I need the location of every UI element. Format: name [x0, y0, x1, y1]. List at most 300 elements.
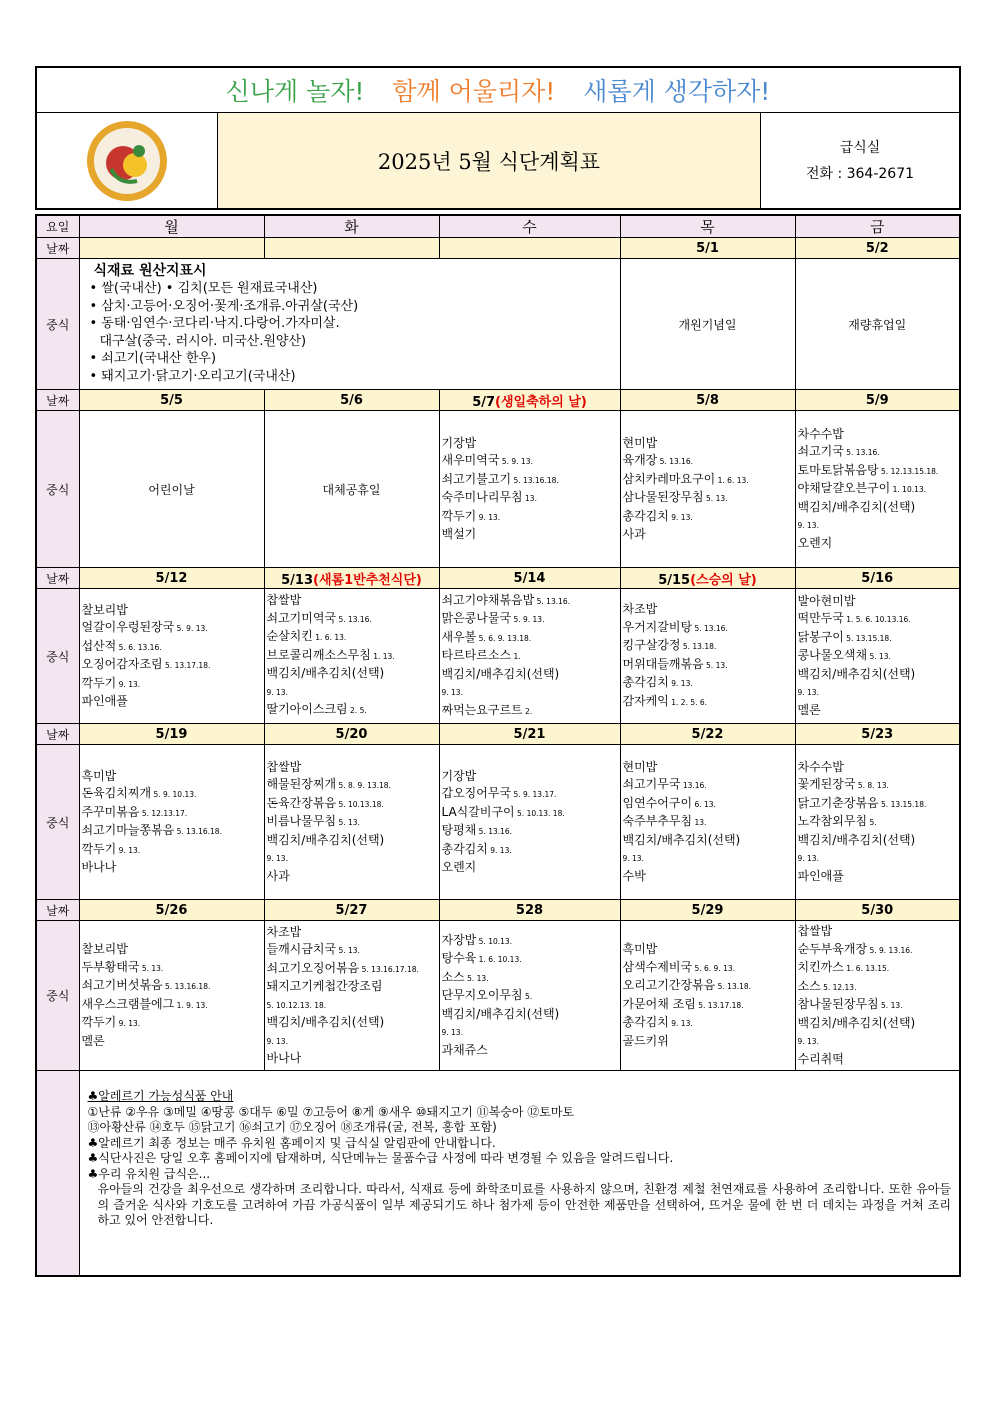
menu-item	[82, 941, 262, 959]
menu-item-name: 오렌지	[441, 860, 477, 874]
week2-mon-holiday: 어린이날	[79, 411, 264, 568]
allergy-codes: 5. 13.	[878, 1001, 903, 1010]
origin-line: 대구살(중국. 러시아. 미국산.원양산)	[99, 333, 307, 349]
allergy-codes: 9. 13.	[266, 687, 288, 697]
week4-wed-menu	[439, 745, 620, 900]
allergy-codes: 5. 6. 9. 13.	[692, 963, 735, 973]
week4-date-tue	[264, 724, 439, 745]
menu-item-name: 백김치/배추김치(선택)	[266, 832, 385, 847]
menu-item-name: 백김치/배추김치(선택)	[266, 666, 385, 681]
week1-date-fri: 5/2	[795, 238, 960, 259]
allergy-codes: 5. 13.16.	[692, 623, 728, 633]
menu-item	[798, 941, 958, 960]
allergy-codes: 5. 9. 10.13.	[151, 790, 197, 799]
allergy-codes: 9. 13.	[266, 854, 288, 864]
menu-item	[623, 452, 793, 471]
week4-date-thu	[620, 724, 795, 745]
menu-item-name: 탕수육	[441, 951, 477, 966]
menu-item-name: 과채쥬스	[441, 1042, 488, 1057]
menu-item-name: 쇠고기오징어볶음	[266, 960, 360, 975]
menu-item-name: LA식갈비구이	[441, 804, 515, 819]
week1-date-wed	[439, 238, 620, 259]
menu-item-name: 골드키위	[622, 1033, 669, 1048]
date-label: 날짜	[36, 390, 79, 411]
allergy-codes: 5.	[522, 992, 533, 1002]
menu-item-name: 오징어감자조림	[81, 657, 163, 671]
allergy-codes: 5. 13.	[336, 946, 360, 955]
date-value: 5/23	[861, 726, 894, 742]
allergy-codes: 1. 9. 13.	[174, 1000, 208, 1010]
week4-thu-menu	[620, 745, 795, 900]
menu-item	[798, 923, 958, 941]
allergy-codes: 5. 13.18.	[680, 642, 717, 651]
menu-item	[82, 996, 262, 1015]
date-label: 날짜	[36, 238, 79, 259]
menu-item	[267, 683, 437, 702]
menu-item	[442, 1042, 618, 1060]
allergy-codes: 5. 13.	[139, 963, 164, 973]
menu-item	[442, 435, 618, 453]
week3-fri-menu	[795, 589, 960, 724]
menu-item	[623, 601, 793, 619]
menu-item-name: 두부황태국	[81, 959, 140, 974]
menu-item	[82, 638, 262, 657]
menu-item-name: 섭산적	[81, 638, 117, 653]
menu-item	[798, 813, 958, 832]
menu-item-name: 쇠고기야채볶음밥	[441, 592, 535, 607]
menu-item-name: 흑미밥	[622, 942, 658, 956]
date-value: 5/9	[865, 392, 889, 408]
menu-item	[82, 1014, 262, 1033]
allergy-list-1: ①난류 ②우유 ③메밀 ④땅콩 ⑤대두 ⑥밀 ⑦고등어 ⑧게 ⑨새우 ⑩돼지고기 ⑪복숭아 ⑫토마토	[87, 1104, 575, 1119]
menu-item-name: 우거지갈비탕	[622, 619, 693, 634]
allergy-codes: 9. 13.	[622, 854, 644, 864]
menu-item	[442, 768, 618, 786]
menu-item	[798, 978, 958, 997]
menu-item	[82, 693, 262, 711]
menu-item-name: 깍두기	[81, 675, 117, 690]
menu-item	[798, 868, 958, 886]
logo-cell	[37, 113, 218, 208]
week2-wed-menu	[439, 411, 620, 568]
menu-item	[798, 832, 958, 850]
menu-item-name: 새우미역국	[441, 453, 500, 467]
menu-item	[623, 508, 793, 527]
allergy-codes: 5. 12.13.17.	[139, 808, 188, 818]
allergy-codes: 13.	[522, 494, 537, 503]
slogan-2: 함께 어울리자!	[392, 77, 556, 106]
allergy-codes: 5. 13.17.18.	[695, 1000, 744, 1010]
menu-item-name: 타르타르소스	[441, 648, 512, 663]
week5-tue-menu	[264, 921, 439, 1071]
allergy-codes: 9. 13.	[668, 1019, 693, 1028]
menu-item	[623, 795, 793, 814]
week1-date-thu: 5/1	[620, 238, 795, 259]
allergy-codes: 5. 13.16.	[843, 448, 880, 458]
menu-item	[82, 959, 262, 978]
menu-item	[442, 666, 618, 684]
menu-item	[623, 813, 793, 832]
allergy-codes: 5. 13.15.18.	[843, 633, 892, 643]
menu-item	[798, 480, 958, 499]
date-value: 5/30	[861, 902, 894, 918]
allergy-codes: 1. 6. 13.15.	[843, 964, 890, 973]
menu-item-name: 닭고기춘장볶음	[797, 795, 879, 810]
allergy-codes: 2. 5.	[347, 706, 367, 716]
week5-mon-menu	[79, 921, 264, 1071]
menu-item	[623, 619, 793, 638]
menu-document	[35, 66, 961, 1277]
menu-item-name: 백김치/배추김치(선택)	[441, 666, 560, 681]
date-label: 날짜	[36, 900, 79, 921]
menu-item	[442, 508, 618, 527]
menu-item	[82, 619, 262, 638]
menu-item-name: 깍두기	[441, 508, 477, 523]
week1-date-mon	[79, 238, 264, 259]
menu-item	[798, 1015, 958, 1033]
menu-item	[798, 610, 958, 629]
allergy-codes: 1. 5. 6. 10.13.16.	[843, 615, 911, 625]
menu-item-name: 떡만두국	[797, 611, 844, 626]
menu-item-name: 찰보리밥	[81, 602, 128, 617]
menu-item-name: 해물된장찌개	[266, 777, 337, 792]
date-value: 5/7	[472, 394, 496, 410]
menu-item-name: 꽃게된장국	[797, 777, 856, 792]
menu-item	[442, 1023, 618, 1042]
menu-item-name: 총각김치	[441, 841, 488, 856]
week5-date-fri	[795, 900, 960, 921]
menu-item	[798, 666, 958, 684]
menu-item-name: 짜먹는요구르트	[441, 702, 523, 717]
week2-thu-menu	[620, 411, 795, 568]
date-value: 5/15	[658, 572, 691, 588]
menu-item-name: 쇠고기무국	[622, 777, 681, 792]
week3-thu-menu	[620, 589, 795, 724]
menu-item-name: 오리고기간장볶음	[622, 978, 716, 992]
allergy-codes: 9. 13.	[487, 845, 512, 855]
notes-section	[79, 1071, 960, 1276]
notes-row	[36, 1071, 960, 1276]
menu-item	[623, 849, 793, 868]
date-value: 5/22	[691, 726, 724, 742]
allergy-codes: 5. 13.16.17.18.	[359, 964, 419, 974]
menu-item-name: 소스	[797, 978, 821, 993]
weekday-header-row	[36, 215, 960, 238]
date-event-note: (생일축하의 날)	[495, 394, 587, 410]
menu-item	[82, 768, 262, 786]
menu-item	[623, 471, 793, 490]
menu-item	[442, 804, 618, 823]
menu-item-name: 순두부육개장	[797, 941, 868, 956]
date-value: 5/19	[155, 726, 188, 742]
week4-date-fri	[795, 724, 960, 745]
week4-meal-row	[36, 745, 960, 900]
allergy-codes: 5. 13.	[336, 818, 360, 828]
menu-item	[442, 950, 618, 969]
week5-wed-menu	[439, 921, 620, 1071]
menu-item	[442, 932, 618, 951]
week2-tue-holiday: 대체공휴일	[264, 411, 439, 568]
menu-item-name: 찰보리밥	[81, 942, 128, 956]
menu-item-name: 새우볼	[441, 629, 477, 644]
menu-item-name: 쇠고기국	[797, 444, 844, 459]
week3-tue-menu	[264, 589, 439, 724]
allergy-codes: 9. 13.	[116, 845, 141, 855]
week2-date-tue	[264, 390, 439, 411]
menu-item-name: 돼지고기케첩간장조림	[266, 979, 383, 993]
menu-item	[442, 859, 618, 877]
allergy-codes: 5. 12.13.	[820, 982, 857, 992]
menu-item	[798, 629, 958, 648]
menu-item-name: 총각김치	[622, 508, 669, 523]
date-value: 5/5	[160, 392, 183, 408]
menu-item-name: 차수수밥	[797, 426, 844, 441]
menu-item	[798, 683, 958, 702]
allergy-title: ♣알레르기 가능성식품 안내	[87, 1089, 234, 1103]
menu-item	[623, 693, 793, 712]
menu-item	[442, 683, 618, 702]
menu-item	[82, 841, 262, 860]
allergy-codes: 1. 6. 13.	[312, 633, 347, 643]
menu-item-name: 단무지오이무침	[441, 988, 523, 1003]
menu-item	[267, 996, 437, 1015]
allergy-codes: 9. 13.	[668, 679, 693, 688]
week1-fri-holiday: 재량휴업일	[795, 259, 960, 390]
allergy-codes: 5. 10.12.13. 18.	[266, 1000, 327, 1010]
menu-item-name: 탕평채	[441, 823, 477, 837]
menu-item-name: 삼색수제비국	[622, 959, 693, 974]
menu-item	[442, 702, 618, 721]
allergy-codes: 9. 13.	[441, 1028, 463, 1038]
allergy-codes: 5. 13.	[703, 494, 728, 503]
menu-item-name: 임연수어구이	[622, 795, 693, 810]
menu-item	[798, 593, 958, 611]
photo-note: ♣식단사진은 당일 오후 홈페이지에 탑재하며, 식단메뉴는 물품수급 사정에 따라 변경될 수 있음을 알려드립니다.	[87, 1151, 674, 1165]
week2-date-thu	[620, 390, 795, 411]
menu-item-name: 사과	[266, 868, 290, 883]
menu-item	[442, 610, 618, 629]
week1-thu-holiday: 개원기념일	[620, 259, 795, 390]
menu-item-name: 토마토닭볶음탕	[797, 462, 879, 477]
week2-meal-row	[36, 411, 960, 568]
menu-item	[267, 592, 437, 610]
menu-item	[267, 924, 437, 942]
week4-tue-menu	[264, 745, 439, 900]
date-value: 528	[515, 902, 544, 918]
menu-item-name: 숙주부추무침	[622, 814, 693, 829]
menu-item	[623, 674, 793, 693]
contact-dept: 급식실	[839, 139, 881, 156]
menu-item	[442, 969, 618, 988]
menu-item	[798, 776, 958, 795]
allergy-codes: 5. 9. 13.17.	[511, 790, 557, 799]
origin-notice	[79, 259, 620, 390]
menu-item	[267, 701, 437, 720]
week2-date-row	[36, 390, 960, 411]
menu-item-name: 파인애플	[797, 868, 844, 883]
week5-date-thu	[620, 900, 795, 921]
menu-item-name: 돈육간장볶음	[266, 795, 337, 810]
weekday-mon: 월	[79, 215, 264, 238]
menu-item	[82, 804, 262, 823]
menu-item-name: 발아현미밥	[797, 593, 856, 608]
menu-item-name: 노각참외무침	[797, 814, 868, 829]
menu-item	[623, 435, 793, 453]
origin-line: • 돼지고기·닭고기·오리고기(국내산)	[89, 368, 296, 384]
menu-item	[623, 977, 793, 996]
menu-item-name: 백김치/배추김치(선택)	[266, 1015, 385, 1029]
menu-item-name: 현미밥	[622, 759, 658, 774]
week3-date-wed	[439, 568, 620, 589]
allergy-codes: 5. 13.17.18.	[162, 661, 211, 670]
menu-item-name: 쇠고기불고기	[441, 471, 512, 486]
allergy-codes: 5. 13.16.18.	[174, 827, 222, 836]
week2-date-mon	[79, 390, 264, 411]
menu-item	[267, 978, 437, 996]
menu-item	[82, 977, 262, 996]
menu-item-name: 바나나	[81, 860, 117, 874]
menu-item	[623, 656, 793, 675]
menu-item-name: 주꾸미볶음	[81, 804, 140, 819]
allergy-codes: 9. 13.	[668, 512, 693, 522]
date-event-note: (스승의 날)	[690, 572, 757, 588]
menu-item	[267, 628, 437, 647]
menu-item-name: 깍두기	[81, 1015, 117, 1029]
menu-item-name: 차조밥	[266, 924, 302, 939]
menu-item-name: 감자케익	[622, 693, 669, 708]
menu-item	[267, 665, 437, 683]
notes-label-cell	[36, 1071, 79, 1276]
menu-item-name: 숙주미나리무침	[441, 490, 523, 504]
allergy-codes: 5. 13.18.	[715, 982, 752, 991]
date-value: 5/21	[513, 726, 546, 742]
menu-item	[82, 822, 262, 841]
menu-item-name: 백설기	[441, 527, 477, 541]
menu-item	[798, 462, 958, 481]
allergy-codes: 5. 10.13.18.	[336, 799, 384, 809]
menu-item-name: 수박	[622, 868, 646, 883]
allergy-codes: 5. 9. 13.	[499, 457, 533, 466]
menu-item-name: 육개장	[622, 453, 658, 467]
origin-line: • 삼치·고등어·오징어·꽃게·조개류.아귀살(국산)	[89, 298, 359, 314]
menu-item-name: 비름나물무침	[266, 814, 337, 829]
menu-item	[442, 785, 618, 804]
allergy-codes: 9. 13.	[476, 512, 501, 522]
allergy-codes: 1. 6. 10.13.	[476, 955, 522, 965]
menu-item-name: 머위대들깨볶음	[622, 656, 704, 671]
week5-thu-menu	[620, 921, 795, 1071]
menu-item	[798, 516, 958, 535]
menu-table	[35, 214, 961, 1277]
menu-item-name: 브로콜리깨소스무침	[266, 647, 371, 662]
meal-label: 중식	[36, 745, 79, 900]
menu-item-name: 야채달걀오븐구이	[797, 481, 891, 496]
menu-item	[82, 602, 262, 620]
date-value: 5/12	[155, 570, 188, 586]
meal-label: 중식	[36, 259, 79, 390]
menu-item-name: 자장밥	[441, 932, 477, 947]
menu-item	[442, 452, 618, 471]
menu-item	[442, 489, 618, 508]
allergy-codes: 5. 13.16.	[476, 827, 513, 836]
date-value: 5/20	[335, 726, 368, 742]
week2-date-fri	[795, 390, 960, 411]
menu-item	[267, 1014, 437, 1032]
menu-item	[623, 489, 793, 508]
allergy-codes: 13.	[692, 818, 707, 828]
menu-item-name: 멜론	[81, 1033, 105, 1048]
allergy-codes: 9. 13.	[116, 1019, 141, 1028]
weekday-tue: 화	[264, 215, 439, 238]
allergy-codes: 1. 13.	[370, 651, 395, 661]
menu-item	[798, 426, 958, 444]
week5-date-row	[36, 900, 960, 921]
allergy-codes: 1. 2. 5. 6.	[668, 697, 708, 707]
allergy-codes: 5. 9. 13.16.	[867, 945, 913, 955]
menu-item-name: 찹쌀밥	[797, 924, 833, 938]
date-label: 날짜	[36, 568, 79, 589]
menu-item	[623, 637, 793, 656]
menu-item-name: 기장밥	[441, 435, 477, 450]
date-event-note: (새롬1반추천식단)	[313, 572, 422, 588]
allergy-list-2: ⑬아황산류 ⑭호두 ⑮닭고기 ⑯쇠고기 ⑰오징어 ⑱조개류(굴, 전복, 홍합 포함)	[87, 1120, 497, 1134]
menu-item	[623, 996, 793, 1015]
menu-item	[267, 795, 437, 814]
menu-item	[82, 1033, 262, 1051]
allergy-codes: 5. 6. 13.16.	[116, 642, 162, 652]
allergy-codes: 5. 13.15.18.	[878, 799, 927, 809]
week5-fri-menu	[795, 921, 960, 1071]
menu-item-name: 기장밥	[441, 768, 477, 783]
menu-item-name: 치킨까스	[797, 960, 844, 974]
menu-item-name: 얼갈이우렁된장국	[81, 620, 175, 634]
menu-item-name: 멜론	[797, 702, 821, 717]
menu-item	[82, 656, 262, 675]
menu-item-name: 닭봉구이	[797, 629, 844, 644]
menu-item	[623, 832, 793, 850]
menu-item	[267, 776, 437, 795]
menu-item-name: 콩나물오색채	[797, 648, 868, 663]
date-value: 5/13	[281, 572, 314, 588]
weekday-fri: 금	[795, 215, 960, 238]
menu-item-name: 차수수밥	[797, 759, 844, 774]
allergy-codes: 5. 9. 13.	[174, 624, 208, 633]
menu-item	[267, 813, 437, 832]
allergy-codes: 9. 13.	[116, 679, 141, 689]
menu-item-name: 백김치/배추김치(선택)	[797, 666, 916, 681]
menu-item-name: 삼나물된장무침	[622, 490, 704, 504]
menu-item-name: 백김치/배추김치(선택)	[441, 1006, 560, 1021]
menu-item-name: 가문어채 조림	[622, 996, 696, 1011]
contact-phone: 전화 : 364-2671	[805, 165, 915, 182]
date-value: 5/29	[691, 902, 724, 918]
origin-line: • 쌀(국내산) • 김치(모든 원재료국내산)	[89, 281, 318, 297]
menu-item	[267, 849, 437, 868]
menu-item	[267, 1050, 437, 1068]
menu-item	[267, 832, 437, 850]
date-value: 5/27	[335, 902, 368, 918]
allergy-codes: 5. 13.16.18.	[162, 982, 211, 991]
weekday-thu: 목	[620, 215, 795, 238]
menu-item-name: 백김치/배추김치(선택)	[797, 499, 916, 514]
menu-item	[442, 841, 618, 860]
origin-title: 식재료 원산지표시	[93, 262, 207, 279]
week3-date-row	[36, 568, 960, 589]
menu-item	[798, 1051, 958, 1069]
menu-item	[798, 499, 958, 517]
week5-date-tue	[264, 900, 439, 921]
allergy-codes: 5. 8. 9. 13.18.	[336, 781, 391, 791]
